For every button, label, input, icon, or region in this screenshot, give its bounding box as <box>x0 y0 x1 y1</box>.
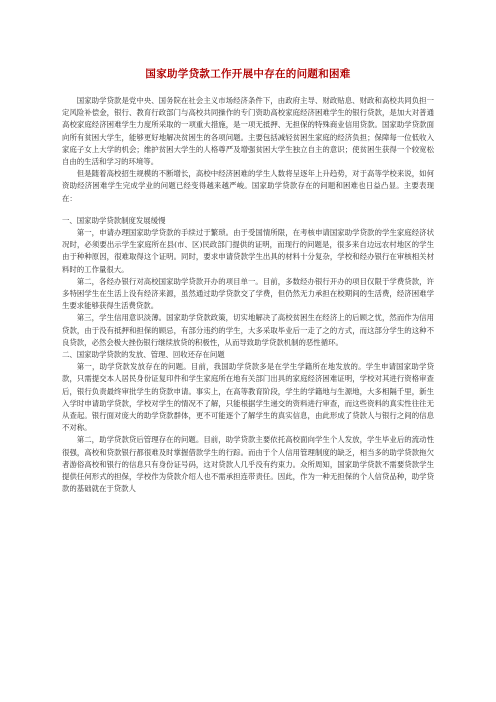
paragraph: 但是随着高校招生规模的不断增长，高校中经济困难的学生人数将呈逐年上升趋势，对于高等学校来说，如何资助经济困难学生完成学业的问题已经变得越来越严峻。国家助学贷款存在的问题和困难也日益凸显。主要表现在： <box>62 169 434 203</box>
paragraph: 第一，申请办理国家助学贷款的手续过于繁琐。由于受国情所限，在考核申请国家助学贷款的学生家庭经济状况时，必须要出示学生家庭所在县(市、区)民政部门提供的证明，而现行的问题是，很多来自边远农村地区的学生由于种种原因，很难取得这个证明。同时，要求申请贷款学生出具的材料十分复杂，学校和经办银行在审核相关材料时的工作量很大。 <box>62 228 434 274</box>
page-title: 国家助学贷款工作开展中存在的问题和困难 <box>145 68 351 80</box>
paragraph: 第一，助学贷款发放存在的问题。目前，我国助学贷款多是在学生学籍所在地发放的。学生申请国家助学贷款，只需提交本人居民身份证复印件和学生家庭所在地有关部门出具的家庭经济困难证明，学校对其进行资格审查后，银行负责最终审批学生的贷款申请。事实上，在高等教育阶段，学生的学籍地与生源地，大多相隔千里，新生入学时申请助学贷款，学校对学生的情况不了解，只能根据学生递交的资料进行审查，而这些资料的真实性往往无从查起。银行面对庞大的助学贷款群体，更不可能逐个了解学生的真实信息，由此形成了贷款人与银行之间的信息不对称。 <box>62 362 434 433</box>
paragraph: 第二，助学贷款贷后管理存在的问题。目前，助学贷款主要依托高校面向学生个人发放，学生毕业后的流动性很强，高校和贷款银行都很难及时掌握借款学生的行踪。而由于个人信用管理制度的缺乏，相当多的助学贷款拖欠者游俗高校和银行的信息只有身份证号码，这对贷款人几乎没有约束力。众所周知，国家助学贷款不需要贷款学生提供任何形式的担保，学校作为贷款介绍人也不需承担连带责任。因此，作为一种无担保的个人信贷品种，助学贷款的基础就在于贷款人 <box>62 435 434 494</box>
paragraph: 国家助学贷款是党中央、国务院在社会主义市场经济条件下，由政府主导、财政贴息、财政和高校共同负担一定风险补偿金，银行、教育行政部门与高校共同操作的专门资助高校家庭经济困难学生的银行贷款，是加大对普通高校家庭经济困难学生力度所采取的一项重大措施，是一项无抵押、无担保的特殊商业信用贷款。国家助学贷款面向所有贫困大学生，能够更好地解决贫困生的各项问题。主要包括减轻贫困生家庭的经济负担；保障每一位低收入家庭子女上大学的机会；维护贫困大学生的人格尊严及增强贫困大学生独立自主的意识；使贫困生获得一个较宽松自由的生活和学习的环境等。 <box>62 96 434 167</box>
paragraph: 第三，学生信用意识淡薄。国家助学贷款政策，切实地解决了高校贫困生在经济上的后顾之忧，然而作为信用贷款，由于没有抵押和担保的顾忌，有部分违约的学生，大多采取毕业后一走了之的方式，而这部分学生的这种不良贷款，必然会极大挫伤银行继续放贷的积极性，从而导致助学贷款机制的恶性循环。 <box>62 313 434 347</box>
section-gap <box>62 205 434 215</box>
section-heading: 一、国家助学贷款制度发展缓慢 <box>62 215 166 225</box>
section-heading: 二、国家助学贷款的发放、管理、回收还存在问题 <box>62 350 225 360</box>
paragraph: 第二，各经办银行对高校国家助学贷款开办的项目单一。目前，多数经办银行开办的项目仅限于学费贷款，许多特困学生在生活上没有经济来源，虽然通过助学贷款交了学费，但仍然无力承担在校期间的生活费，经济困难学生要求能够获得生活费贷款。 <box>62 276 434 311</box>
document-body <box>62 95 434 496</box>
